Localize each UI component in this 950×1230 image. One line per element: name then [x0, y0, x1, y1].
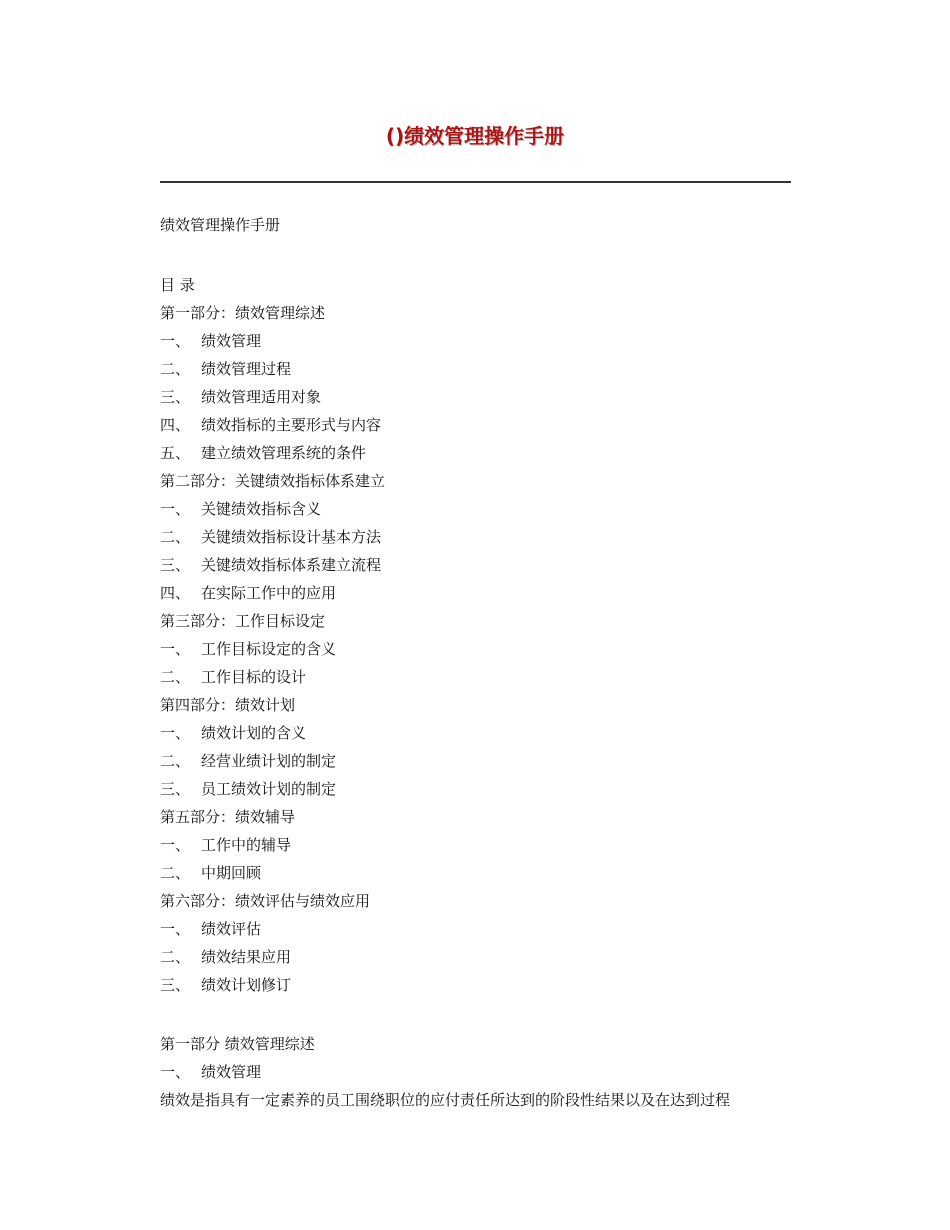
- toc-item-number: 二、: [160, 948, 191, 966]
- toc-item: [160, 359, 291, 379]
- subtitle: 绩效管理操作手册: [160, 216, 281, 234]
- toc-item-text: 建立绩效管理系统的条件: [201, 444, 367, 462]
- toc-item-number: 二、: [160, 864, 191, 882]
- toc-item-text: 绩效评估: [201, 920, 262, 938]
- toc-item-number: 四、: [160, 416, 191, 434]
- body-paragraph: 绩效是指具有一定素养的员工围绕职位的应付责任所达到的阶段性结果以及在达到过程: [160, 1091, 731, 1109]
- toc-item-text: 绩效管理: [201, 332, 262, 350]
- toc-item-text: 工作目标设定的含义: [201, 640, 337, 658]
- toc-item-number: 一、: [160, 332, 191, 350]
- toc-item-text: 关键绩效指标设计基本方法: [201, 528, 382, 546]
- toc-item: [160, 499, 321, 519]
- toc-item: [160, 583, 336, 603]
- toc-item-number: 二、: [160, 668, 191, 686]
- toc-item-number: 二、: [160, 528, 191, 546]
- toc-item-text: 在实际工作中的应用: [201, 584, 337, 602]
- toc-item-text: 绩效计划修订: [201, 976, 292, 994]
- toc-item-number: 二、: [160, 360, 191, 378]
- section-item-number: 一、: [160, 1063, 191, 1081]
- toc-part-heading: 第五部分：绩效辅导: [160, 808, 296, 826]
- toc-item-text: 工作中的辅导: [201, 836, 292, 854]
- toc-part-heading: 第四部分：绩效计划: [160, 696, 296, 714]
- toc-part-heading: 第三部分：工作目标设定: [160, 612, 326, 630]
- toc-item: [160, 331, 261, 351]
- toc-item-number: 三、: [160, 976, 191, 994]
- title-divider: [160, 181, 791, 183]
- toc-item: [160, 947, 291, 967]
- toc-item-number: 三、: [160, 388, 191, 406]
- toc-item-text: 绩效结果应用: [201, 948, 292, 966]
- toc-item-text: 工作目标的设计: [201, 668, 307, 686]
- toc-item: [160, 667, 306, 687]
- toc-item: [160, 975, 291, 995]
- document-title: ()绩效管理操作手册: [385, 124, 565, 148]
- section-item-text: 绩效管理: [201, 1063, 262, 1081]
- toc-item-text: 中期回顾: [201, 864, 262, 882]
- toc-item-text: 绩效计划的含义: [201, 724, 307, 742]
- toc-item-number: 一、: [160, 836, 191, 854]
- toc-part-heading: 第一部分：绩效管理综述: [160, 304, 326, 322]
- toc-item-text: 关键绩效指标体系建立流程: [201, 556, 382, 574]
- toc-item: [160, 779, 336, 799]
- toc-item-text: 关键绩效指标含义: [201, 500, 322, 518]
- toc-item: [160, 555, 381, 575]
- toc-item-number: 三、: [160, 556, 191, 574]
- toc-part-heading: 第六部分：绩效评估与绩效应用: [160, 892, 371, 910]
- toc-item-number: 一、: [160, 500, 191, 518]
- toc-item-number: 四、: [160, 584, 191, 602]
- toc-item-number: 五、: [160, 444, 191, 462]
- toc-item: [160, 863, 261, 883]
- toc-item: [160, 751, 336, 771]
- toc-part-heading: 第二部分：关键绩效指标体系建立: [160, 472, 386, 490]
- toc-item: [160, 723, 306, 743]
- toc-item: [160, 527, 381, 547]
- section-item: [160, 1062, 261, 1082]
- toc-heading: 目 录: [160, 276, 195, 294]
- toc-item-number: 一、: [160, 920, 191, 938]
- section-heading: 第一部分 绩效管理综述: [160, 1035, 315, 1053]
- toc-item: [160, 387, 321, 407]
- toc-item-number: 三、: [160, 780, 191, 798]
- toc-item-text: 绩效指标的主要形式与内容: [201, 416, 382, 434]
- toc-item: [160, 443, 366, 463]
- toc-item-text: 绩效管理过程: [201, 360, 292, 378]
- toc-item: [160, 415, 381, 435]
- toc-item: [160, 919, 261, 939]
- toc-item-number: 一、: [160, 724, 191, 742]
- toc-item-text: 员工绩效计划的制定: [201, 780, 337, 798]
- toc-item-text: 经营业绩计划的制定: [201, 752, 337, 770]
- toc-item-number: 一、: [160, 640, 191, 658]
- toc-item: [160, 639, 336, 659]
- toc-item-number: 二、: [160, 752, 191, 770]
- toc-item: [160, 835, 291, 855]
- toc-item-text: 绩效管理适用对象: [201, 388, 322, 406]
